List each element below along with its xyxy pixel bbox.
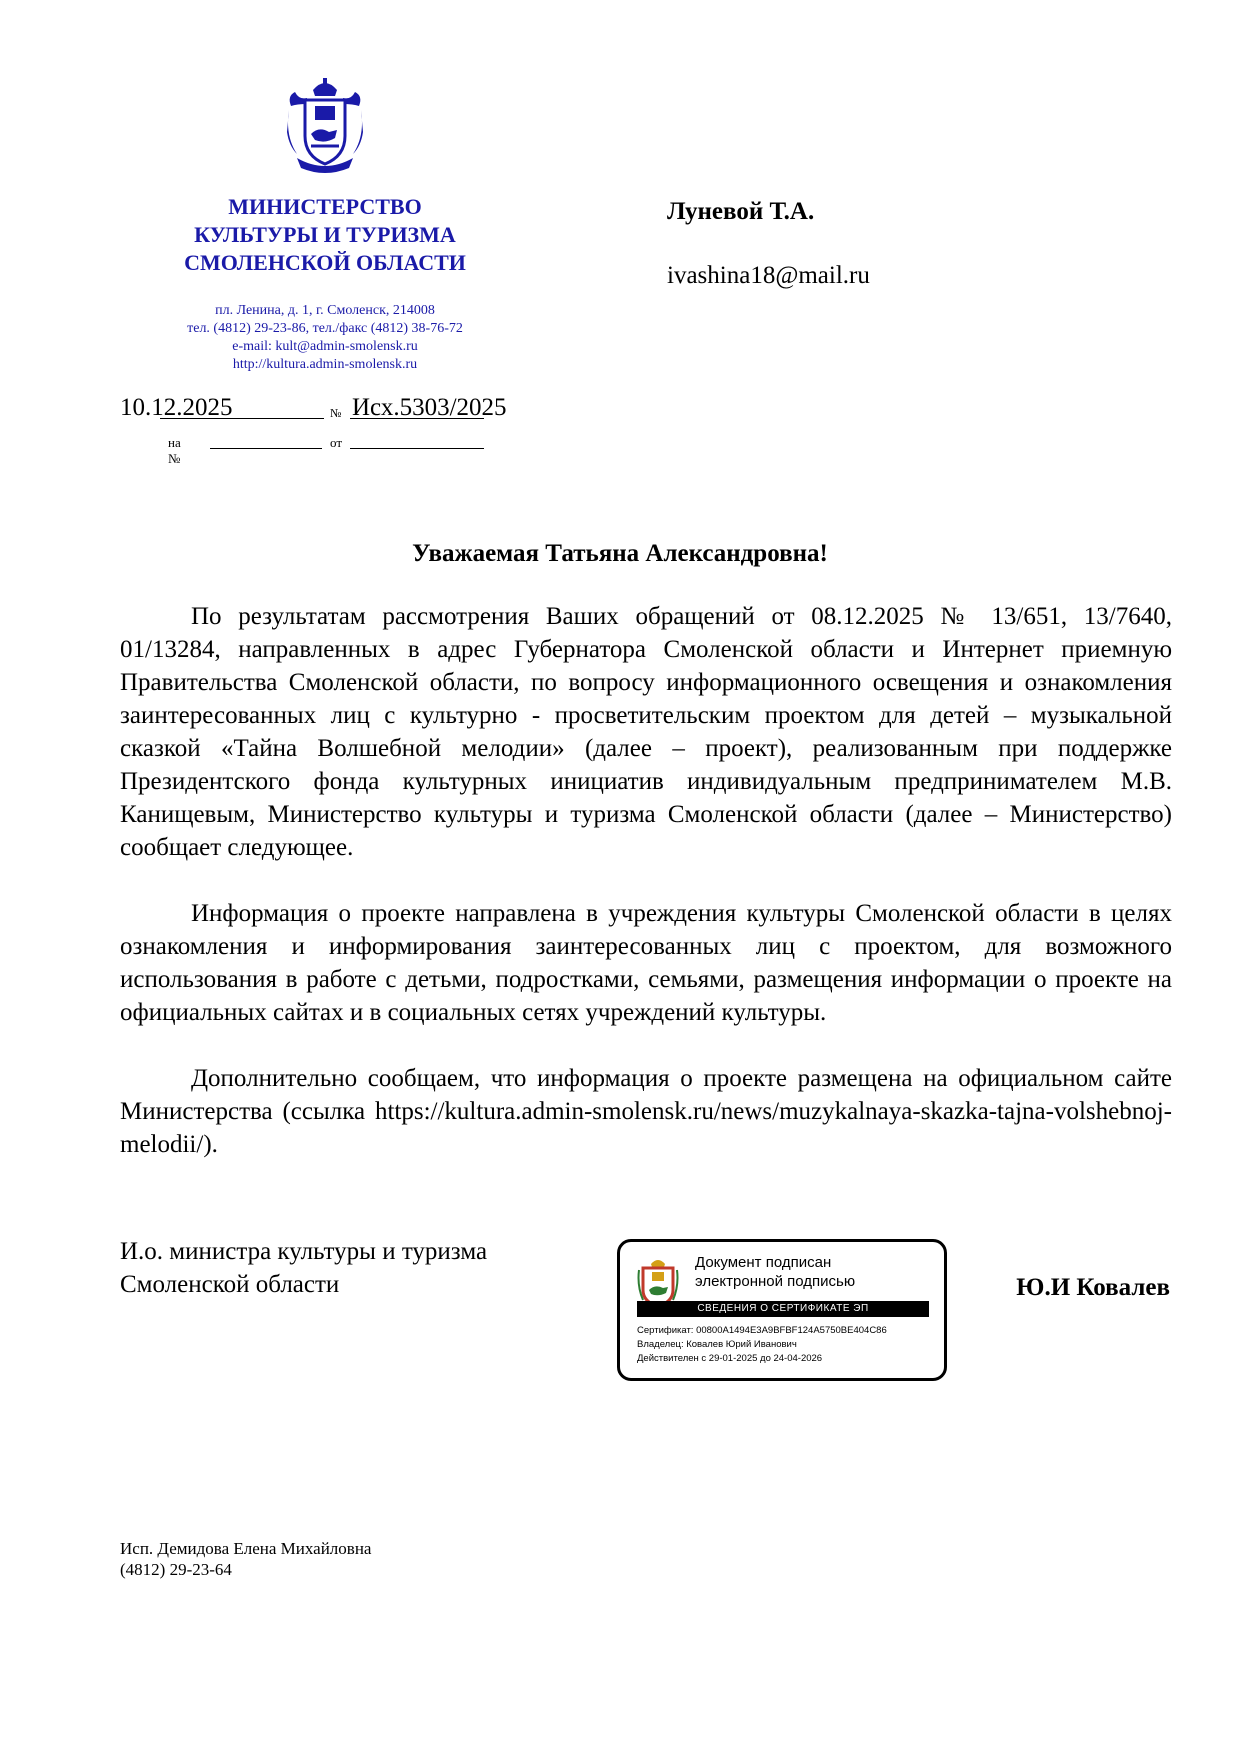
signer-name: Ю.И Ковалев (1016, 1274, 1170, 1301)
signer-position: И.о. министра культуры и туризма (120, 1238, 488, 1265)
org-name-line: КУЛЬТУРЫ И ТУРИЗМА (194, 222, 456, 247)
org-address: пл. Ленина, д. 1, г. Смоленск, 214008 (215, 303, 435, 318)
electronic-signature-stamp (617, 1239, 947, 1381)
org-name-line: СМОЛЕНСКОЙ ОБЛАСТИ (184, 250, 466, 275)
reference-date-label: от (330, 435, 343, 450)
letter-date: 10.12.2025 (120, 394, 233, 421)
executor-name: Исп. Демидова Елена Михайловна (120, 1539, 372, 1558)
org-phones: тел. (4812) 29-23-86, тел./факс (4812) 38-76-72 (187, 321, 463, 336)
letter-number: Исх.5303/2025 (352, 394, 507, 421)
reference-number-label: на № (168, 435, 181, 466)
body-paragraph: По результатам рассмотрения Ваших обращений от 08.12.2025 № 13/651, 13/7640, 01/13284, направленных в адрес Губернатора Смоленской области и Интернет приемную Правительства Смоленской области, по вопросу информационного освещения и ознакомления заинтересованных лиц с культурно - просветительским проектом для детей – музыкальной сказкой «Тайна Волшебной мелодии» (далее – проект), реализованным при поддержке Президентского фонда культурных инициатив индивидуальным предпринимателем М.В. Канищевым, Министерство культуры и туризма Смоленской области (далее – Министерство) сообщает следующее. (120, 603, 1172, 861)
org-name-line: МИНИСТЕРСТВО (228, 194, 422, 219)
stamp-title: электронной подписью (695, 1273, 856, 1290)
number-underline (350, 418, 484, 419)
stamp-owner: Владелец: Ковалев Юрий Иванович (637, 1339, 797, 1350)
reference-date-blank (350, 448, 484, 449)
executor-phone: (4812) 29-23-64 (120, 1560, 232, 1579)
org-email: e-mail: kult@admin-smolensk.ru (232, 339, 418, 354)
number-sign: № (330, 406, 342, 420)
body-paragraph: Дополнительно сообщаем, что информация о проекте размещена на официальном сайте Министерства (ссылка https://kultura.admin-smolensk.ru/news/muzykalnaya-skazka-tajna-volshebnoj-melodii/). (120, 1065, 1172, 1158)
signer-position: Смоленской области (120, 1271, 340, 1298)
recipient-name: Луневой Т.А. (667, 198, 815, 225)
date-underline (160, 418, 324, 419)
stamp-title: Документ подписан (695, 1254, 832, 1271)
coat-of-arms-icon (285, 76, 365, 174)
org-website: http://kultura.admin-smolensk.ru (232, 357, 418, 372)
salutation: Уважаемая Татьяна Александровна! (412, 540, 828, 567)
recipient-email: ivashina18@mail.ru (667, 262, 870, 289)
reference-number-blank (210, 448, 322, 449)
stamp-certificate: Сертификат: 00800A1494E3A9BFBF124A5750BE404C86 (637, 1325, 887, 1336)
stamp-certificate-header: СВЕДЕНИЯ О СЕРТИФИКАТЕ ЭП (637, 1301, 929, 1317)
body-paragraph: Информация о проекте направлена в учреждения культуры Смоленской области в целях ознакомления и информирования заинтересованных лиц с проектом, для возможного использования в работе с детьми, подростками, семьями, размещения информации о проекте на официальных сайтах и в социальных сетях учреждений культуры. (120, 900, 1172, 1026)
stamp-validity: Действителен с 29-01-2025 до 24-04-2026 (637, 1353, 823, 1364)
